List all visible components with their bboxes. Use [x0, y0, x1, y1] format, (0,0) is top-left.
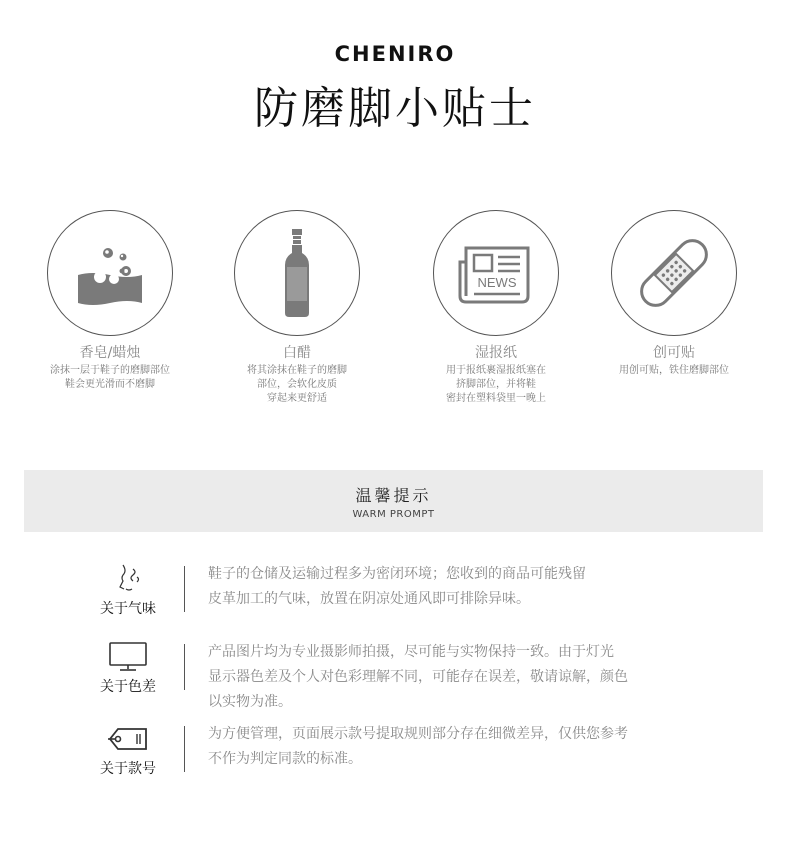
- note-smell: [80, 562, 700, 622]
- note-text: 为方便管理，页面展示款号提取规则部分存在细微差异，仅供您参考 不作为判定同款的标准。: [208, 726, 628, 767]
- newspaper-icon: [456, 240, 536, 306]
- tag-icon: [90, 722, 166, 756]
- tip-name: 香皂/蜡烛: [79, 345, 141, 361]
- smell-icon: [90, 562, 166, 596]
- tip-newspaper: [406, 210, 586, 406]
- note-style-number: [80, 722, 700, 782]
- tip-name: 湿报纸: [475, 345, 517, 361]
- tip-circle: [234, 210, 360, 336]
- bandage-icon: [629, 228, 719, 318]
- tip-circle: [433, 210, 559, 336]
- tip-name: 创可贴: [653, 345, 695, 361]
- newspaper-icon-text: NEWS: [477, 275, 517, 290]
- divider: [184, 644, 185, 690]
- tip-circle: [47, 210, 173, 336]
- tip-desc: 涂抹一层于鞋子的磨脚部位 鞋会更光滑而不磨脚: [50, 365, 170, 390]
- tip-desc: 用于报纸裹湿报纸塞在 挤脚部位，并将鞋 密封在塑料袋里一晚上: [446, 365, 546, 404]
- warm-prompt-banner: [24, 470, 763, 532]
- divider: [184, 566, 185, 612]
- note-label: 关于色差: [100, 679, 156, 695]
- banner-title: 温馨提示: [355, 486, 432, 505]
- monitor-icon: [90, 640, 166, 674]
- vinegar-bottle-icon: [277, 227, 317, 319]
- tip-desc: 将其涂抹在鞋子的磨脚 部位，会软化皮质 穿起来更舒适: [247, 365, 347, 404]
- note-label: 关于款号: [100, 761, 156, 777]
- tip-soap: [20, 210, 200, 392]
- tip-vinegar: [207, 210, 387, 406]
- tip-desc: 用创可贴，铁住磨脚部位: [619, 365, 729, 376]
- note-text: 产品图片均为专业摄影师拍摄，尽可能与实物保持一致。由于灯光 显示器色差及个人对色彩理解不同，可能存在误差，敬请谅解，颜色 以实物为准。: [208, 644, 628, 710]
- soap-icon: [70, 233, 150, 313]
- brand-logo: CHENIRO: [334, 42, 456, 66]
- divider: [184, 726, 185, 772]
- page-title: 防磨脚小贴士: [254, 83, 536, 134]
- tip-bandage: [584, 210, 764, 378]
- note-label: 关于气味: [100, 601, 156, 617]
- tip-circle: [611, 210, 737, 336]
- tip-name: 白醋: [283, 345, 311, 361]
- banner-subtitle: WARM PROMPT: [352, 509, 435, 520]
- note-color: [80, 640, 700, 710]
- note-text: 鞋子的仓储及运输过程多为密闭环境；您收到的商品可能残留 皮革加工的气味，放置在阴凉处通风即可排除异味。: [208, 566, 586, 607]
